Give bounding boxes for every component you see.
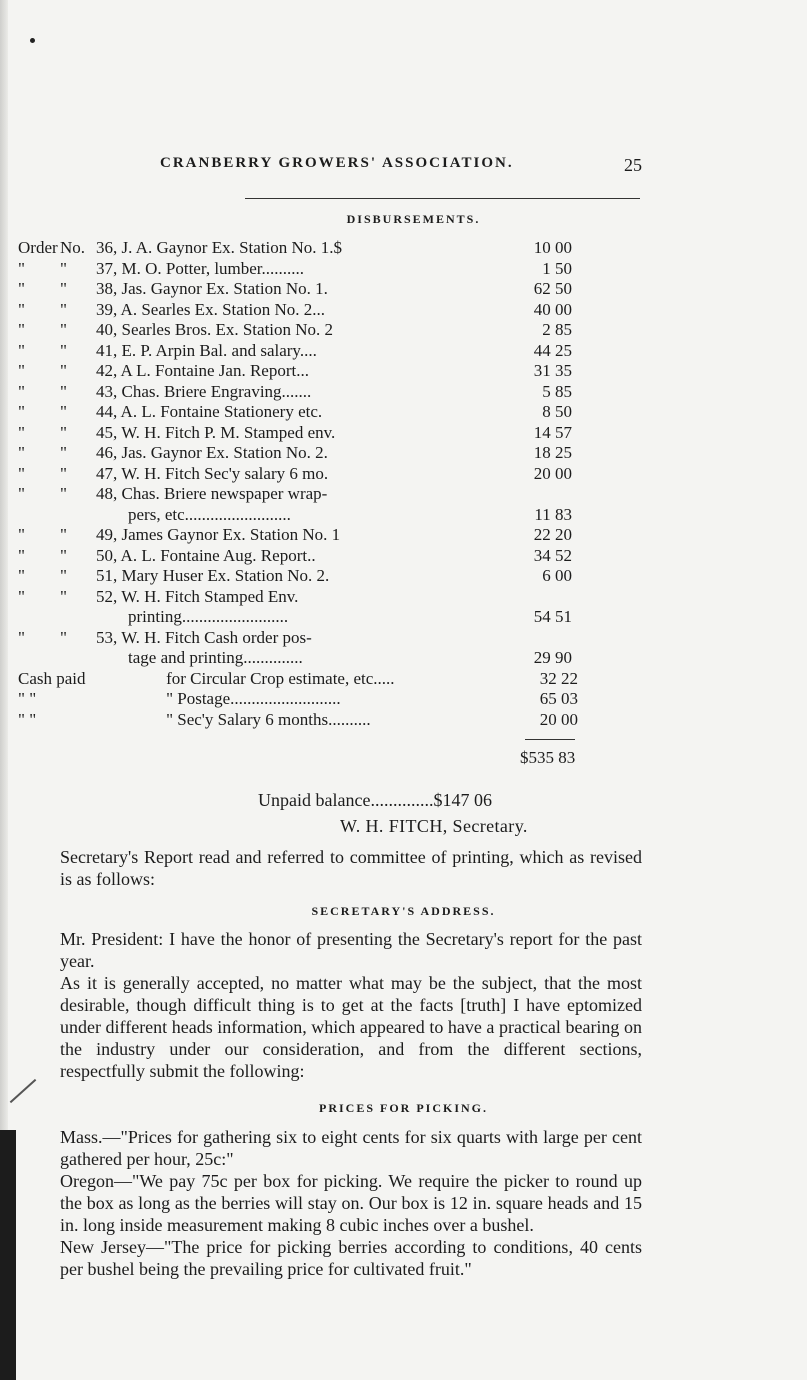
ledger-amount: 65 03 <box>539 689 578 708</box>
ledger-col-a: Cash paid <box>18 668 86 688</box>
ledger-col-a <box>18 607 60 628</box>
ledger-col-a: " <box>18 279 25 298</box>
ledger-col-b: " <box>60 545 67 565</box>
ledger-description: 53, W. H. Fitch Cash order pos- <box>96 627 312 647</box>
ledger-description: tage and printing.............. <box>128 648 303 667</box>
ledger-description: 48, Chas. Briere newspaper wrap- <box>96 484 328 503</box>
ledger-col-a: " <box>18 525 25 544</box>
ledger-description: 41, E. P. Arpin Bal. and salary.... <box>96 340 317 360</box>
ledger-row <box>18 341 578 362</box>
unpaid-balance: Unpaid balance..............$147 06 <box>258 790 492 810</box>
ledger-col-a: " <box>18 340 25 360</box>
ledger-col-b <box>132 669 166 690</box>
ledger-col-b <box>60 648 96 669</box>
ledger-description: 49, James Gaynor Ex. Station No. 1 <box>96 525 341 544</box>
ledger-description: 45, W. H. Fitch P. M. Stamped env. <box>96 422 336 442</box>
ledger-amount: 5 85 <box>542 381 572 401</box>
disbursements-heading: DISBURSEMENTS. <box>346 212 481 226</box>
ledger-amount: 32 22 <box>539 668 578 688</box>
pencil-mark <box>10 1079 37 1103</box>
ledger-row <box>18 382 578 403</box>
prices-heading: PRICES FOR PICKING. <box>318 1101 488 1115</box>
ledger-col-a: " <box>18 320 25 339</box>
ledger-amount: 18 25 <box>533 443 572 462</box>
address-paragraph-1: Mr. President: I have the honor of presenting the Secretary's report for the past year. <box>60 929 642 971</box>
ledger-col-a: " <box>18 258 25 278</box>
ledger-col-b <box>60 505 96 526</box>
ledger-amount: 14 57 <box>533 422 572 442</box>
ledger-amount <box>476 628 572 649</box>
ledger-row <box>18 238 578 259</box>
ledger-description: 51, Mary Huser Ex. Station No. 2. <box>96 566 330 585</box>
ledger-amount: 2 85 <box>542 320 572 339</box>
ledger-col-b: No. <box>60 238 86 257</box>
ledger-col-a <box>18 505 60 526</box>
address-body <box>20 928 642 1082</box>
ledger-row <box>18 484 578 505</box>
ledger-amount: 62 50 <box>533 279 572 298</box>
ledger-col-b <box>132 689 166 710</box>
ledger-row <box>18 566 578 587</box>
ledger-description: pers, etc......................... <box>128 504 291 524</box>
ledger-row <box>18 443 578 464</box>
ledger-col-b <box>132 710 166 731</box>
running-header <box>160 155 642 179</box>
ledger-amount: 20 00 <box>539 709 578 729</box>
ledger-amount: 40 00 <box>533 299 572 319</box>
ledger-description: 46, Jas. Gaynor Ex. Station No. 2. <box>96 443 328 462</box>
secretary-signature: W. H. FITCH, Secretary. <box>340 816 528 836</box>
ledger-row <box>18 669 578 690</box>
ledger-amount: 10 00 <box>533 238 572 257</box>
ledger-row <box>18 402 578 423</box>
ledger-col-b: " <box>60 340 67 360</box>
ledger-amount: 6 00 <box>542 566 572 585</box>
ledger-row <box>18 505 578 526</box>
address-paragraph-2: As it is generally accepted, no matter what may be the subject, that the most desirable, though difficult thing is to get at the facts [truth] I have eptomized under different heads information, which appeared to have a practical bearing on the industry under our consideration, and from the different sections, respectfully submit the following: <box>60 973 642 1081</box>
ledger-description: 39, A. Searles Ex. Station No. 2... <box>96 299 326 319</box>
ledger-row <box>18 464 578 485</box>
ledger-row <box>18 546 578 567</box>
header-rule <box>245 198 640 199</box>
ledger-description: 37, M. O. Potter, lumber.......... <box>96 258 305 278</box>
ledger-col-b: " <box>60 422 67 442</box>
ledger-col-b: " <box>60 566 67 585</box>
ledger-amount: 34 52 <box>533 545 572 565</box>
ledger-col-b: " <box>60 361 67 380</box>
ledger-col-b: " <box>60 627 67 647</box>
ledger-amount: 44 25 <box>533 340 572 360</box>
mass-paragraph: Mass.—"Prices for gathering six to eight cents for six quarts with large per cent gathered per hour, 25c:" <box>60 1127 642 1169</box>
ledger-row <box>18 689 578 710</box>
ledger-col-b: " <box>60 320 67 339</box>
referral-paragraph <box>20 846 642 890</box>
ledger-amount: 31 35 <box>533 361 572 380</box>
ledger-row <box>18 423 578 444</box>
ledger-description: 44, A. L. Fontaine Stationery etc. <box>96 402 323 421</box>
disbursement-ledger <box>18 238 578 730</box>
secretarys-address-heading: SECRETARY'S ADDRESS. <box>311 904 496 918</box>
ledger-col-b: " <box>60 525 67 544</box>
ledger-col-a: " <box>18 299 25 319</box>
ledger-total: $535 83 <box>520 748 576 767</box>
ink-speck <box>30 38 35 43</box>
ledger-row <box>18 320 578 341</box>
prices-body <box>20 1126 642 1280</box>
ledger-amount: 54 51 <box>533 607 572 626</box>
ledger-col-a <box>18 648 60 669</box>
ledger-col-b: " <box>60 258 67 278</box>
ledger-col-b: " <box>60 402 67 421</box>
ledger-amount: 8 50 <box>542 402 572 421</box>
sum-rule <box>525 739 575 740</box>
ledger-description: printing......................... <box>128 607 289 626</box>
ledger-row <box>18 587 578 608</box>
ledger-description: " Postage.......................... <box>166 689 341 708</box>
ledger-col-b <box>60 607 96 628</box>
running-title: CRANBERRY GROWERS' ASSOCIATION. <box>160 155 514 171</box>
ledger-col-a: " " <box>18 709 37 729</box>
ledger-row <box>18 279 578 300</box>
ledger-row <box>18 648 578 669</box>
ledger-amount: 22 20 <box>533 525 572 544</box>
ledger-description: 43, Chas. Briere Engraving....... <box>96 381 312 401</box>
binding-edge <box>0 1130 16 1380</box>
ledger-col-a: " <box>18 545 25 565</box>
ledger-row <box>18 259 578 280</box>
ledger-row <box>18 710 578 731</box>
ledger-col-a: " <box>18 627 25 647</box>
ledger-description: 50, A. L. Fontaine Aug. Report.. <box>96 545 316 565</box>
ledger-description: 52, W. H. Fitch Stamped Env. <box>96 586 299 606</box>
ledger-row <box>18 361 578 382</box>
ledger-col-a: " <box>18 381 25 401</box>
ledger-description: 38, Jas. Gaynor Ex. Station No. 1. <box>96 279 328 298</box>
ledger-col-a: " <box>18 361 25 380</box>
ledger-amount: 1 50 <box>542 258 572 278</box>
referral-text: Secretary's Report read and referred to committee of printing, which as revised is as follows: <box>60 847 642 889</box>
ledger-col-b: " <box>60 381 67 401</box>
ledger-row <box>18 607 578 628</box>
ledger-col-a: " <box>18 586 25 606</box>
ledger-col-b: " <box>60 586 67 606</box>
ledger-description: 47, W. H. Fitch Sec'y salary 6 mo. <box>96 463 329 483</box>
new-jersey-paragraph: New Jersey—"The price for picking berries according to conditions, 40 cents per bushel being the prevailing price for cultivated fruit." <box>60 1237 642 1279</box>
ledger-description: 36, J. A. Gaynor Ex. Station No. 1.$ <box>96 238 343 257</box>
ledger-col-b: " <box>60 279 67 298</box>
ledger-col-a: " <box>18 463 25 483</box>
ledger-description: 42, A L. Fontaine Jan. Report... <box>96 361 309 380</box>
ledger-col-b: " <box>60 299 67 319</box>
ledger-description: " Sec'y Salary 6 months.......... <box>166 709 371 729</box>
ledger-col-a: " <box>18 484 25 503</box>
ledger-description: 40, Searles Bros. Ex. Station No. 2 <box>96 320 334 339</box>
ledger-description: for Circular Crop estimate, etc..... <box>166 668 395 688</box>
page-number: 25 <box>624 155 642 175</box>
ledger-row <box>18 628 578 649</box>
ledger-row <box>18 525 578 546</box>
ledger-col-a: " " <box>18 689 37 708</box>
ledger-col-a: " <box>18 402 25 421</box>
ledger-amount: 11 83 <box>534 504 572 524</box>
ledger-col-b: " <box>60 484 67 503</box>
ledger-amount: 29 90 <box>533 648 572 667</box>
ledger-row <box>18 300 578 321</box>
ledger-amount <box>476 484 572 505</box>
ledger-col-b: " <box>60 463 67 483</box>
ledger-col-b: " <box>60 443 67 462</box>
ledger-amount <box>476 587 572 608</box>
ledger-col-a: " <box>18 422 25 442</box>
ledger-col-a: " <box>18 443 25 462</box>
ledger-amount: 20 00 <box>533 463 572 483</box>
ledger-col-a: " <box>18 566 25 585</box>
oregon-paragraph: Oregon—"We pay 75c per box for picking. We require the picker to round up the box as long as the berries will stay on. Our box is 12 in. square heads and 15 in. long inside measurement making 8 cubic inches over a bushel. <box>60 1171 642 1235</box>
ledger-col-a: Order <box>18 238 58 257</box>
